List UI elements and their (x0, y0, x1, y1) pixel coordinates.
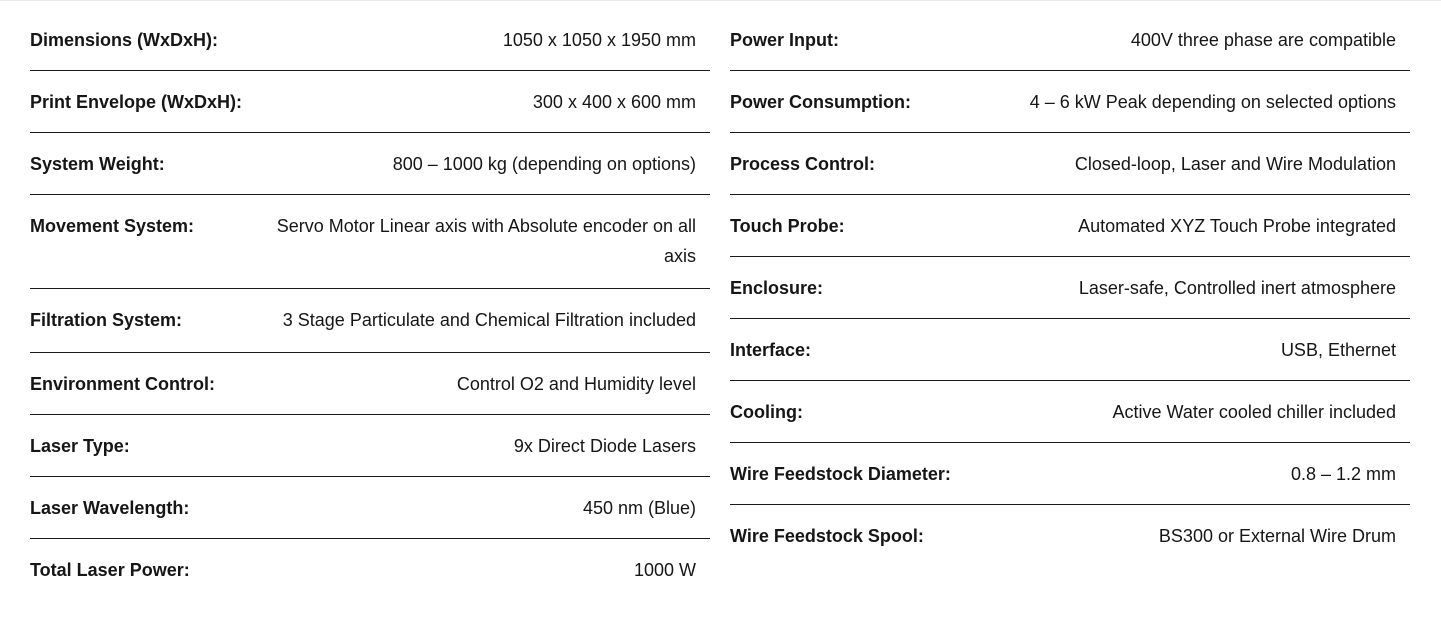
spec-label: Power Input: (730, 30, 839, 50)
spec-row-movement-system (30, 195, 710, 289)
spec-value: 9x Direct Diode Lasers (513, 436, 696, 456)
spec-label: Touch Probe: (730, 216, 845, 236)
spec-row-touch-probe (730, 195, 1410, 257)
spec-column-right (730, 9, 1410, 566)
spec-value: USB, Ethernet (1280, 340, 1396, 360)
spec-label: Enclosure: (730, 278, 824, 298)
spec-value: 450 nm (Blue) (582, 498, 696, 518)
spec-row-environment-control (30, 353, 710, 415)
spec-label: Environment Control: (30, 374, 215, 394)
spec-label: Laser Type: (30, 436, 130, 456)
spec-label: Interface: (730, 340, 812, 360)
spec-row-print-envelope (30, 71, 710, 133)
spec-row-process-control (730, 133, 1410, 195)
spec-value: 3 Stage Particulate and Chemical Filtration included (282, 310, 696, 330)
spec-value: 0.8 – 1.2 mm (1290, 464, 1396, 484)
spec-label: Process Control: (730, 154, 876, 174)
spec-value: 1050 x 1050 x 1950 mm (502, 30, 696, 50)
spec-label: Movement System: (30, 216, 195, 236)
spec-label: Dimensions (WxDxH): (30, 30, 219, 50)
spec-value: 1000 W (633, 560, 696, 580)
spec-row-total-laser-power (30, 539, 710, 600)
spec-label: Power Consumption: (730, 92, 911, 112)
spec-value: Laser-safe, Controlled inert atmosphere (1078, 278, 1396, 298)
spec-value: Control O2 and Humidity level (456, 374, 696, 394)
spec-label: Wire Feedstock Diameter: (730, 464, 951, 484)
spec-row-laser-wavelength (30, 477, 710, 539)
spec-label: Filtration System: (30, 310, 183, 330)
spec-value: 800 – 1000 kg (depending on options) (392, 154, 696, 174)
spec-row-power-input (730, 9, 1410, 71)
spec-label: System Weight: (30, 154, 165, 174)
spec-row-system-weight (30, 133, 710, 195)
spec-label: Wire Feedstock Spool: (730, 526, 924, 546)
spec-label: Laser Wavelength: (30, 498, 190, 518)
spec-row-filtration-system (30, 289, 710, 353)
spec-row-laser-type (30, 415, 710, 477)
spec-row-wire-feedstock-diameter (730, 443, 1410, 505)
spec-label: Total Laser Power: (30, 560, 190, 580)
spec-row-power-consumption (730, 71, 1410, 133)
spec-value: 4 – 6 kW Peak depending on selected options (1029, 92, 1396, 112)
spec-row-wire-feedstock-spool (730, 505, 1410, 566)
spec-value: 300 x 400 x 600 mm (532, 92, 696, 112)
spec-value: Automated XYZ Touch Probe integrated (1078, 216, 1396, 236)
spec-value: 400V three phase are compatible (1130, 30, 1396, 50)
spec-label: Print Envelope (WxDxH): (30, 92, 243, 112)
spec-column-left (30, 9, 710, 600)
spec-label: Cooling: (730, 402, 803, 422)
spec-value: Servo Motor Linear axis with Absolute encoder on all axis (276, 216, 696, 266)
spec-row-enclosure (730, 257, 1410, 319)
spec-row-cooling (730, 381, 1410, 443)
spec-row-dimensions (30, 9, 710, 71)
spec-row-interface (730, 319, 1410, 381)
spec-value: BS300 or External Wire Drum (1158, 526, 1396, 546)
spec-value: Active Water cooled chiller included (1112, 402, 1396, 422)
top-divider (0, 0, 1441, 1)
spec-value: Closed-loop, Laser and Wire Modulation (1074, 154, 1396, 174)
